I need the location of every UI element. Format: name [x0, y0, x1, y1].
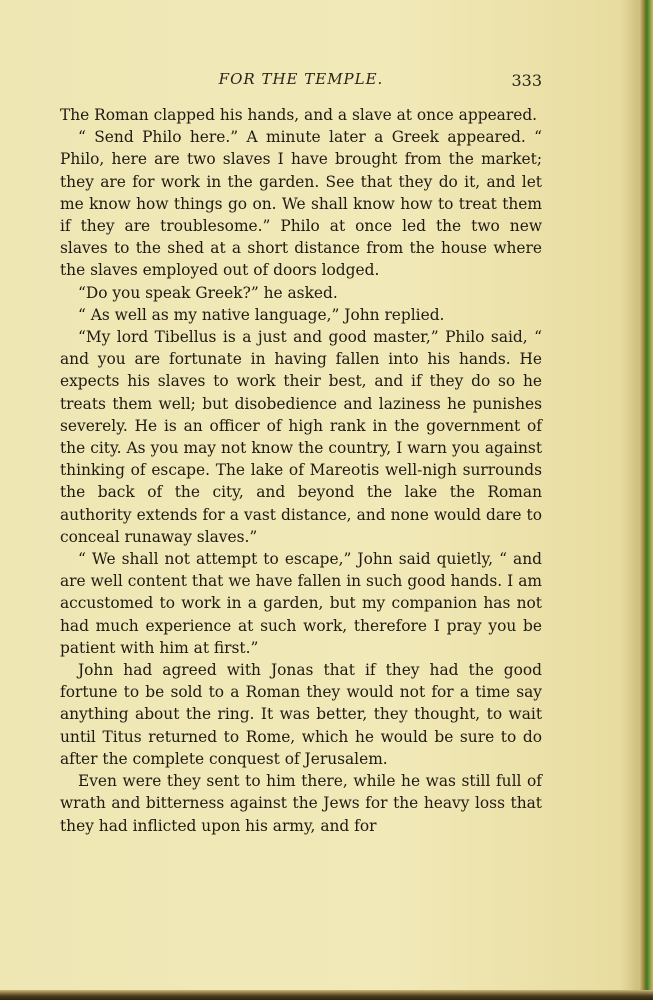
paragraph: “ As well as my native language,” John replied. [78, 305, 445, 324]
paragraph: The Roman clapped his hands, and a slave at once appeared. [60, 106, 538, 124]
paragraph: “Do you speak Greek?” he asked. [78, 283, 338, 302]
bottom-edge [0, 990, 653, 1000]
page-edge [639, 0, 653, 1000]
running-head: FOR THE TEMPLE. [218, 70, 384, 88]
paragraph: John had agreed with Jonas that if they had the good fortune to be sold to a Roman they would not for a time say anything about the ring. It was better, they thought, to wait until Titus returned to Rome, which he would be sure to do after the complete conquest of Jerusalem. [60, 661, 542, 768]
paragraph: “ Send Philo here.” A minute later a Greek appeared. “ Philo, here are two slaves I have brought from the market; they are for work in the garden. See that they do it, and let me know how things go on. We shall know how to treat them if they are troublesome.” Philo at once led the two new slaves to the shed at a short distance from the house where the slaves employed out of doors lodged. [60, 128, 542, 280]
body-text [60, 104, 542, 837]
paragraph: Even were they sent to him there, while he was still full of wrath and bitterness against the Jews for the heavy loss that they had inflicted upon his army, and for [60, 772, 542, 835]
paragraph: “ We shall not attempt to escape,” John said quietly, “ and are well content that we have fallen in such good hands. I am accustomed to work in a garden, but my companion has not had much experience at such work, therefore I pray you be patient with him at first.” [60, 550, 542, 657]
page-number: 333 [511, 71, 542, 90]
paragraph: “My lord Tibellus is a just and good master,” Philo said, “ and you are fortunate in having fallen into his hands. He expects his slaves to work their best, and if they do so he treats them well; but disobedience and laziness he punishes severely. He is an officer of high rank in the government of the city. As you may not know the country, I warn you against thinking of escape. The lake of Mareotis well-nigh surrounds the back of the city, and beyond the lake the Roman authority extends for a vast distance, and none would dare to conceal runaway slaves.” [60, 328, 542, 546]
page-header [60, 70, 542, 92]
